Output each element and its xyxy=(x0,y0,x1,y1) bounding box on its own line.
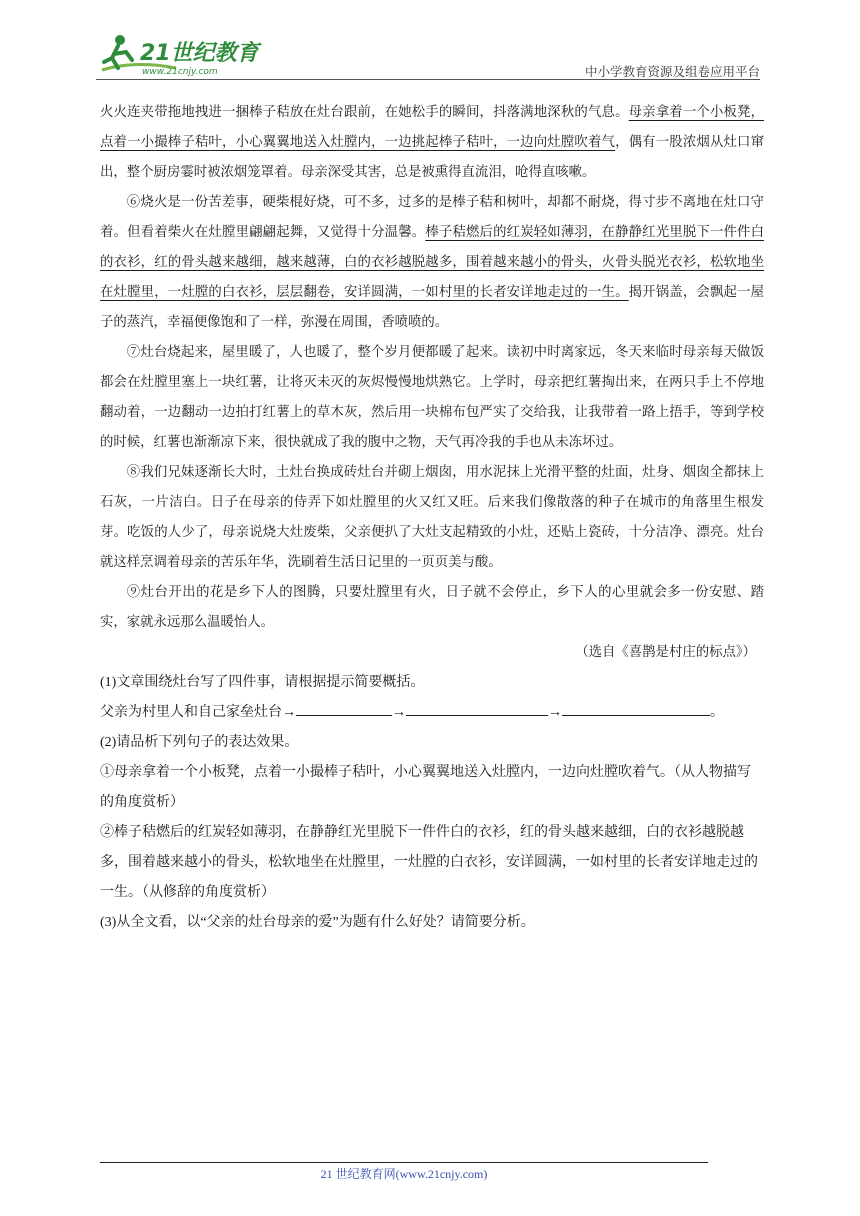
underlined-sentence-2: 棒子秸燃后的红炭轻如薄羽，在静静红光里脱下一件件白的衣衫，红的骨头越来越细，越来越薄，白的衣衫越脱越多，围着越来越小的骨头，火骨头脱光衣衫，松软地坐在灶膛里，一灶膛的白衣衫，层层翻卷，安详圆满，一如村里的长者安详地走过的一生。 xyxy=(100,225,765,300)
document-body xyxy=(100,98,764,938)
page-header xyxy=(96,30,760,80)
paragraph-7: ⑦灶台烧起来，屋里暖了，人也暖了，整个岁月便都暖了起来。读初中时离家远，冬天来临时母亲每天做饭都会在灶膛里塞上一块红薯，让将灭未灭的灰烬慢慢地烘熟它。上学时，母亲把红薯掏出来，在两只手上不停地翻动着，一边翻动一边拍打红薯上的草木灰，然后用一块棉布包严实了交给我，让我带着一路上捂手，等到学校的时候，红薯也渐渐凉下来，很快就成了我的腹中之物，天气再冷我的手也从未冻坏过。 xyxy=(100,345,764,450)
footer-divider xyxy=(100,1162,708,1163)
answer-blank-2[interactable] xyxy=(406,699,548,716)
answer-blank-1[interactable] xyxy=(296,699,392,716)
question-3: (3)从全文看，以“父亲的灶台母亲的爱”为题有什么好处？请简要分析。 xyxy=(100,915,535,930)
paragraph-8: ⑧我们兄妹逐渐长大时，土灶台换成砖灶台并砌上烟囱，用水泥抹上光滑平整的灶面，灶身、烟囱全都抹上石灰，一片洁白。日子在母亲的侍弄下如灶膛里的火又红又旺。后来我们像散落的种子在城市的角落里生根发芽。吃饭的人少了，母亲说烧大灶废柴，父亲便扒了大灶支起精致的小灶，还贴上瓷砖，十分洁净、漂亮。灶台就这样烹调着母亲的苦乐年华，洗刷着生活日记里的一页页美与酸。 xyxy=(100,465,764,570)
header-divider xyxy=(96,79,760,80)
question-2: (2)请品析下列句子的表达效果。 xyxy=(100,735,299,750)
question-2-item-1: ①母亲拿着一个小板凳，点着一小撮棒子秸叶，小心翼翼地送入灶膛内，一边向灶膛吹着气。（从人物描写的角度赏析） xyxy=(100,765,751,810)
answer-blank-3[interactable] xyxy=(562,699,710,716)
paragraph-6: ⑥烧火是一份苦差事，硬柴棍好烧，可不多，过多的是棒子秸和树叶，却都不耐烧，得寸步不离地在灶口守着。但看着柴火在灶膛里翩翩起舞，又觉得十分温馨。棒子秸燃后的红炭轻如薄羽，在静静红光里脱下一件件白的衣衫，红的骨头越来越细，越来越薄，白的衣衫越脱越多，围着越来越小的骨头，火骨头脱光衣衫，松软地坐在灶膛里，一灶膛的白衣衫，层层翻卷，安详圆满，一如村里的长者安详地走过的一生。揭开锅盖，会飘起一屋子的蒸汽，幸福便像饱和了一样，弥漫在周围，香喷喷的。 xyxy=(100,195,765,330)
svg-text:21世纪教育: 21世纪教育 xyxy=(140,41,259,66)
footer-text: 21 世纪教育网(www.21cnjy.com) xyxy=(320,1167,488,1181)
source-citation: （选自《喜鹊是村庄的标点》） xyxy=(575,645,756,660)
question-1: (1)文章围绕灶台写了四件事，请根据提示简要概括。 xyxy=(100,675,425,690)
svg-text:www.21cnjy.com: www.21cnjy.com xyxy=(142,67,218,77)
paragraph-5-cont: 火火连夹带拖地拽进一捆棒子秸放在灶台跟前，在她松手的瞬间，抖落满地深秋的气息。母亲拿着一个小板凳，点着一小撮棒子秸叶，小心翼翼地送入灶膛内，一边挑起棒子秸叶，一边向灶膛吹着气，偶有一股浓烟从灶口窜出，整个厨房霎时被浓烟笼罩着。母亲深受其害，总是被熏得直流泪，呛得直咳嗽。 xyxy=(100,105,765,180)
underlined-sentence-1: 母亲拿着一个小板凳，点着一小撮棒子秸叶，小心翼翼地送入灶膛内，一边挑起棒子秸叶，一边向灶膛吹着气 xyxy=(100,105,765,150)
site-logo xyxy=(96,30,266,78)
platform-name: 中小学教育资源及组卷应用平台 xyxy=(584,64,760,79)
paragraph-9: ⑨灶台开出的花是乡下人的图腾，只要灶膛里有火，日子就不会停止，乡下人的心里就会多一份安慰、踏实，家就永远那么温暖怡人。 xyxy=(100,585,764,630)
question-2-item-2: ②棒子秸燃后的红炭轻如薄羽，在静静红光里脱下一件件白的衣衫，红的骨头越来越细，白的衣衫越脱越多，围着越来越小的骨头，松软地坐在灶膛里，一灶膛的白衣衫，安详圆满，一如村里的长者安详地走过的一生。（从修辞的角度赏析） xyxy=(100,825,758,900)
question-1-blanks: 父亲为村里人和自己家垒灶台→ → → 。 xyxy=(100,698,764,728)
